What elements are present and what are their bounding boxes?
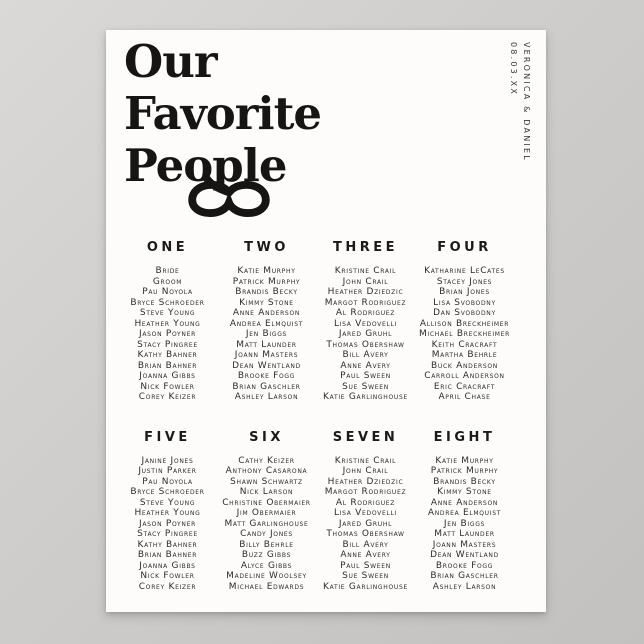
guest-name: Margot Rodriguez — [324, 297, 407, 308]
guest-name: Lisa Svobodny — [433, 297, 496, 308]
table-label: EIGHT — [433, 429, 496, 445]
guest-name: Brian Gaschler — [232, 381, 301, 392]
title-line-3: People — [124, 139, 287, 192]
guest-name: Heather Young — [134, 318, 201, 329]
guest-name: Joann Masters — [234, 350, 299, 360]
guest-name: Brian Bahner — [137, 550, 198, 560]
guest-name: Katie Garlinghouse — [323, 581, 408, 592]
table-section-three — [316, 240, 415, 403]
guest-name: Kathy Bahner — [137, 539, 198, 550]
table-section-one — [118, 240, 217, 403]
guest-name: Bryce Schroeder — [130, 297, 205, 308]
table-label: ONE — [146, 240, 189, 255]
wedding-date: 08.03.XX — [509, 42, 518, 97]
guest-name: Madeline Woolsey — [226, 571, 307, 581]
guest-name: Alyce Gibbs — [240, 560, 293, 571]
title-line-2: Favorite — [124, 87, 322, 140]
guest-name: Jim Obermaier — [236, 508, 297, 518]
table-label: SEVEN — [332, 429, 399, 445]
guest-name: Ashley Larson — [432, 581, 497, 592]
guest-list — [118, 456, 217, 593]
guest-name: Eric Cracraft — [433, 381, 496, 392]
table-section-six — [217, 430, 316, 593]
guest-name: Keith Cracraft — [431, 339, 498, 350]
guest-name: Billy Behrle — [239, 539, 294, 550]
guest-name: Heather Dziedzic — [327, 476, 404, 487]
table-section-four — [415, 240, 514, 403]
guest-name: Lisa Vedovelli — [333, 508, 397, 518]
guest-name: Anne Anderson — [232, 308, 301, 318]
guest-name: Patrick Murphy — [430, 466, 499, 476]
seating-chart-poster — [106, 30, 546, 612]
guest-name: Pau Noyola — [142, 476, 193, 487]
guest-name: Lisa Vedovelli — [333, 318, 397, 329]
title-line-1: Our — [124, 35, 217, 88]
guest-name: Joanna Gibbs — [139, 560, 196, 571]
guest-name: Kathy Bahner — [137, 350, 198, 360]
guest-name: Jared Gruhl — [338, 518, 393, 529]
guest-name: Buzz Gibbs — [241, 550, 292, 560]
guest-name: Jen Biggs — [443, 518, 486, 529]
guest-name: Allison Breckheimer — [419, 318, 510, 329]
table-grid — [118, 240, 514, 592]
guest-name: Martha Behrle — [431, 350, 498, 360]
guest-name: Bryce Schroeder — [130, 487, 205, 497]
guest-name: Nick Fowler — [140, 381, 195, 392]
table-label: SIX — [249, 429, 284, 445]
guest-name: Bride — [155, 266, 180, 276]
guest-name: Michael Edwards — [228, 581, 305, 592]
table-section-seven — [316, 430, 415, 593]
table-section-two — [217, 240, 316, 403]
guest-name: Kristine Crail — [334, 266, 397, 276]
table-label: THREE — [332, 240, 399, 255]
guest-name: Ashley Larson — [234, 392, 299, 402]
guest-name: Paul Sween — [340, 560, 391, 571]
guest-name: Heather Dziedzic — [327, 287, 404, 297]
guest-name: Andrea Elmquist — [427, 508, 502, 518]
guest-list — [217, 266, 316, 403]
guest-name: Heather Young — [134, 508, 201, 518]
guest-name: Kristine Crail — [334, 455, 397, 466]
poster-title — [124, 36, 321, 192]
guest-name: Christine Obermaier — [222, 497, 311, 508]
guest-name: Dan Svobodny — [433, 308, 496, 318]
guest-name: Groom — [152, 276, 183, 287]
guest-name: Katie Murphy — [435, 455, 494, 466]
guest-name: Jason Poyner — [139, 329, 196, 339]
guest-name: Nick Larson — [239, 487, 294, 497]
guest-name: Dean Wentland — [232, 360, 301, 371]
guest-name: Jen Biggs — [245, 329, 288, 339]
guest-name: Kimmy Stone — [437, 487, 492, 497]
guest-name: Al Rodriguez — [335, 308, 396, 318]
guest-name: Candy Jones — [240, 529, 293, 539]
guest-name: Brooke Fogg — [435, 560, 494, 571]
guest-name: Corey Keizer — [138, 392, 197, 402]
guest-list — [316, 266, 415, 403]
guest-name: Steve Young — [139, 308, 196, 318]
guest-name: Joanna Gibbs — [139, 371, 196, 381]
guest-name: Jared Gruhl — [338, 329, 393, 339]
guest-name: Janine Jones — [141, 455, 194, 466]
guest-name: Bill Avery — [342, 350, 389, 360]
guest-name: Katharine LeCates — [424, 266, 505, 276]
guest-name: Brian Bahner — [137, 360, 198, 371]
guest-name: Buck Anderson — [431, 360, 498, 371]
decorative-flourish-icon — [183, 176, 275, 222]
guest-name: Joann Masters — [432, 539, 497, 550]
guest-name: Jason Poyner — [139, 518, 196, 529]
guest-name: Brandis Becky — [433, 476, 496, 487]
guest-list — [316, 456, 415, 593]
guest-name: Patrick Murphy — [232, 276, 301, 287]
guest-name: Thomas Obershaw — [326, 529, 405, 539]
guest-name: Justin Parker — [138, 466, 197, 476]
guest-name: Brooke Fogg — [237, 371, 296, 381]
couple-names: VERONICA & DANIEL — [522, 42, 531, 162]
table-label: TWO — [244, 240, 289, 255]
guest-name: Sue Sween — [342, 571, 389, 581]
guest-name: Stacey Jones — [436, 276, 493, 287]
guest-name: John Crail — [342, 466, 389, 476]
guest-list — [118, 266, 217, 403]
guest-name: Anne Avery — [340, 360, 391, 371]
guest-name: Margot Rodriguez — [324, 487, 407, 497]
guest-list — [217, 456, 316, 593]
table-label: FIVE — [144, 429, 191, 445]
guest-name: Cathy Keizer — [238, 455, 295, 466]
guest-name: Al Rodriguez — [335, 497, 396, 508]
guest-name: Paul Sween — [340, 371, 391, 381]
guest-name: Shawn Schwartz — [230, 476, 303, 487]
guest-name: Thomas Obershaw — [326, 339, 405, 350]
guest-name: Stacy Pingree — [137, 529, 198, 539]
guest-name: Sue Sween — [342, 381, 389, 392]
table-section-eight — [415, 430, 514, 593]
guest-name: Anthony Casarona — [225, 466, 308, 476]
guest-name: Nick Fowler — [140, 571, 195, 581]
guest-list — [415, 456, 514, 593]
guest-name: Anne Avery — [340, 550, 391, 560]
guest-name: Steve Young — [139, 497, 196, 508]
guest-name: Katie Garlinghouse — [323, 392, 408, 402]
guest-name: Kimmy Stone — [239, 297, 294, 308]
guest-name: Matt Launder — [434, 529, 495, 539]
guest-name: Brian Jones — [439, 287, 490, 297]
guest-name: Anne Anderson — [430, 497, 499, 508]
guest-name: Matt Launder — [236, 339, 297, 350]
guest-name: John Crail — [342, 276, 389, 287]
table-label: FOUR — [437, 240, 492, 255]
guest-name: Carroll Anderson — [424, 371, 505, 381]
table-section-five — [118, 430, 217, 593]
guest-name: Dean Wentland — [430, 550, 499, 560]
guest-name: Corey Keizer — [138, 581, 197, 592]
guest-name: Brian Gaschler — [430, 571, 499, 581]
guest-name: Pau Noyola — [142, 287, 193, 297]
guest-name: Michael Breckheimer — [418, 329, 511, 339]
guest-name: Matt Garlinghouse — [224, 518, 309, 529]
guest-name: April Chase — [438, 392, 491, 402]
guest-name: Brandis Becky — [235, 287, 298, 297]
guest-list — [415, 266, 514, 403]
guest-name: Katie Murphy — [237, 266, 296, 276]
guest-name: Andrea Elmquist — [229, 318, 304, 329]
guest-name: Bill Avery — [342, 539, 389, 550]
guest-name: Stacy Pingree — [137, 339, 198, 350]
